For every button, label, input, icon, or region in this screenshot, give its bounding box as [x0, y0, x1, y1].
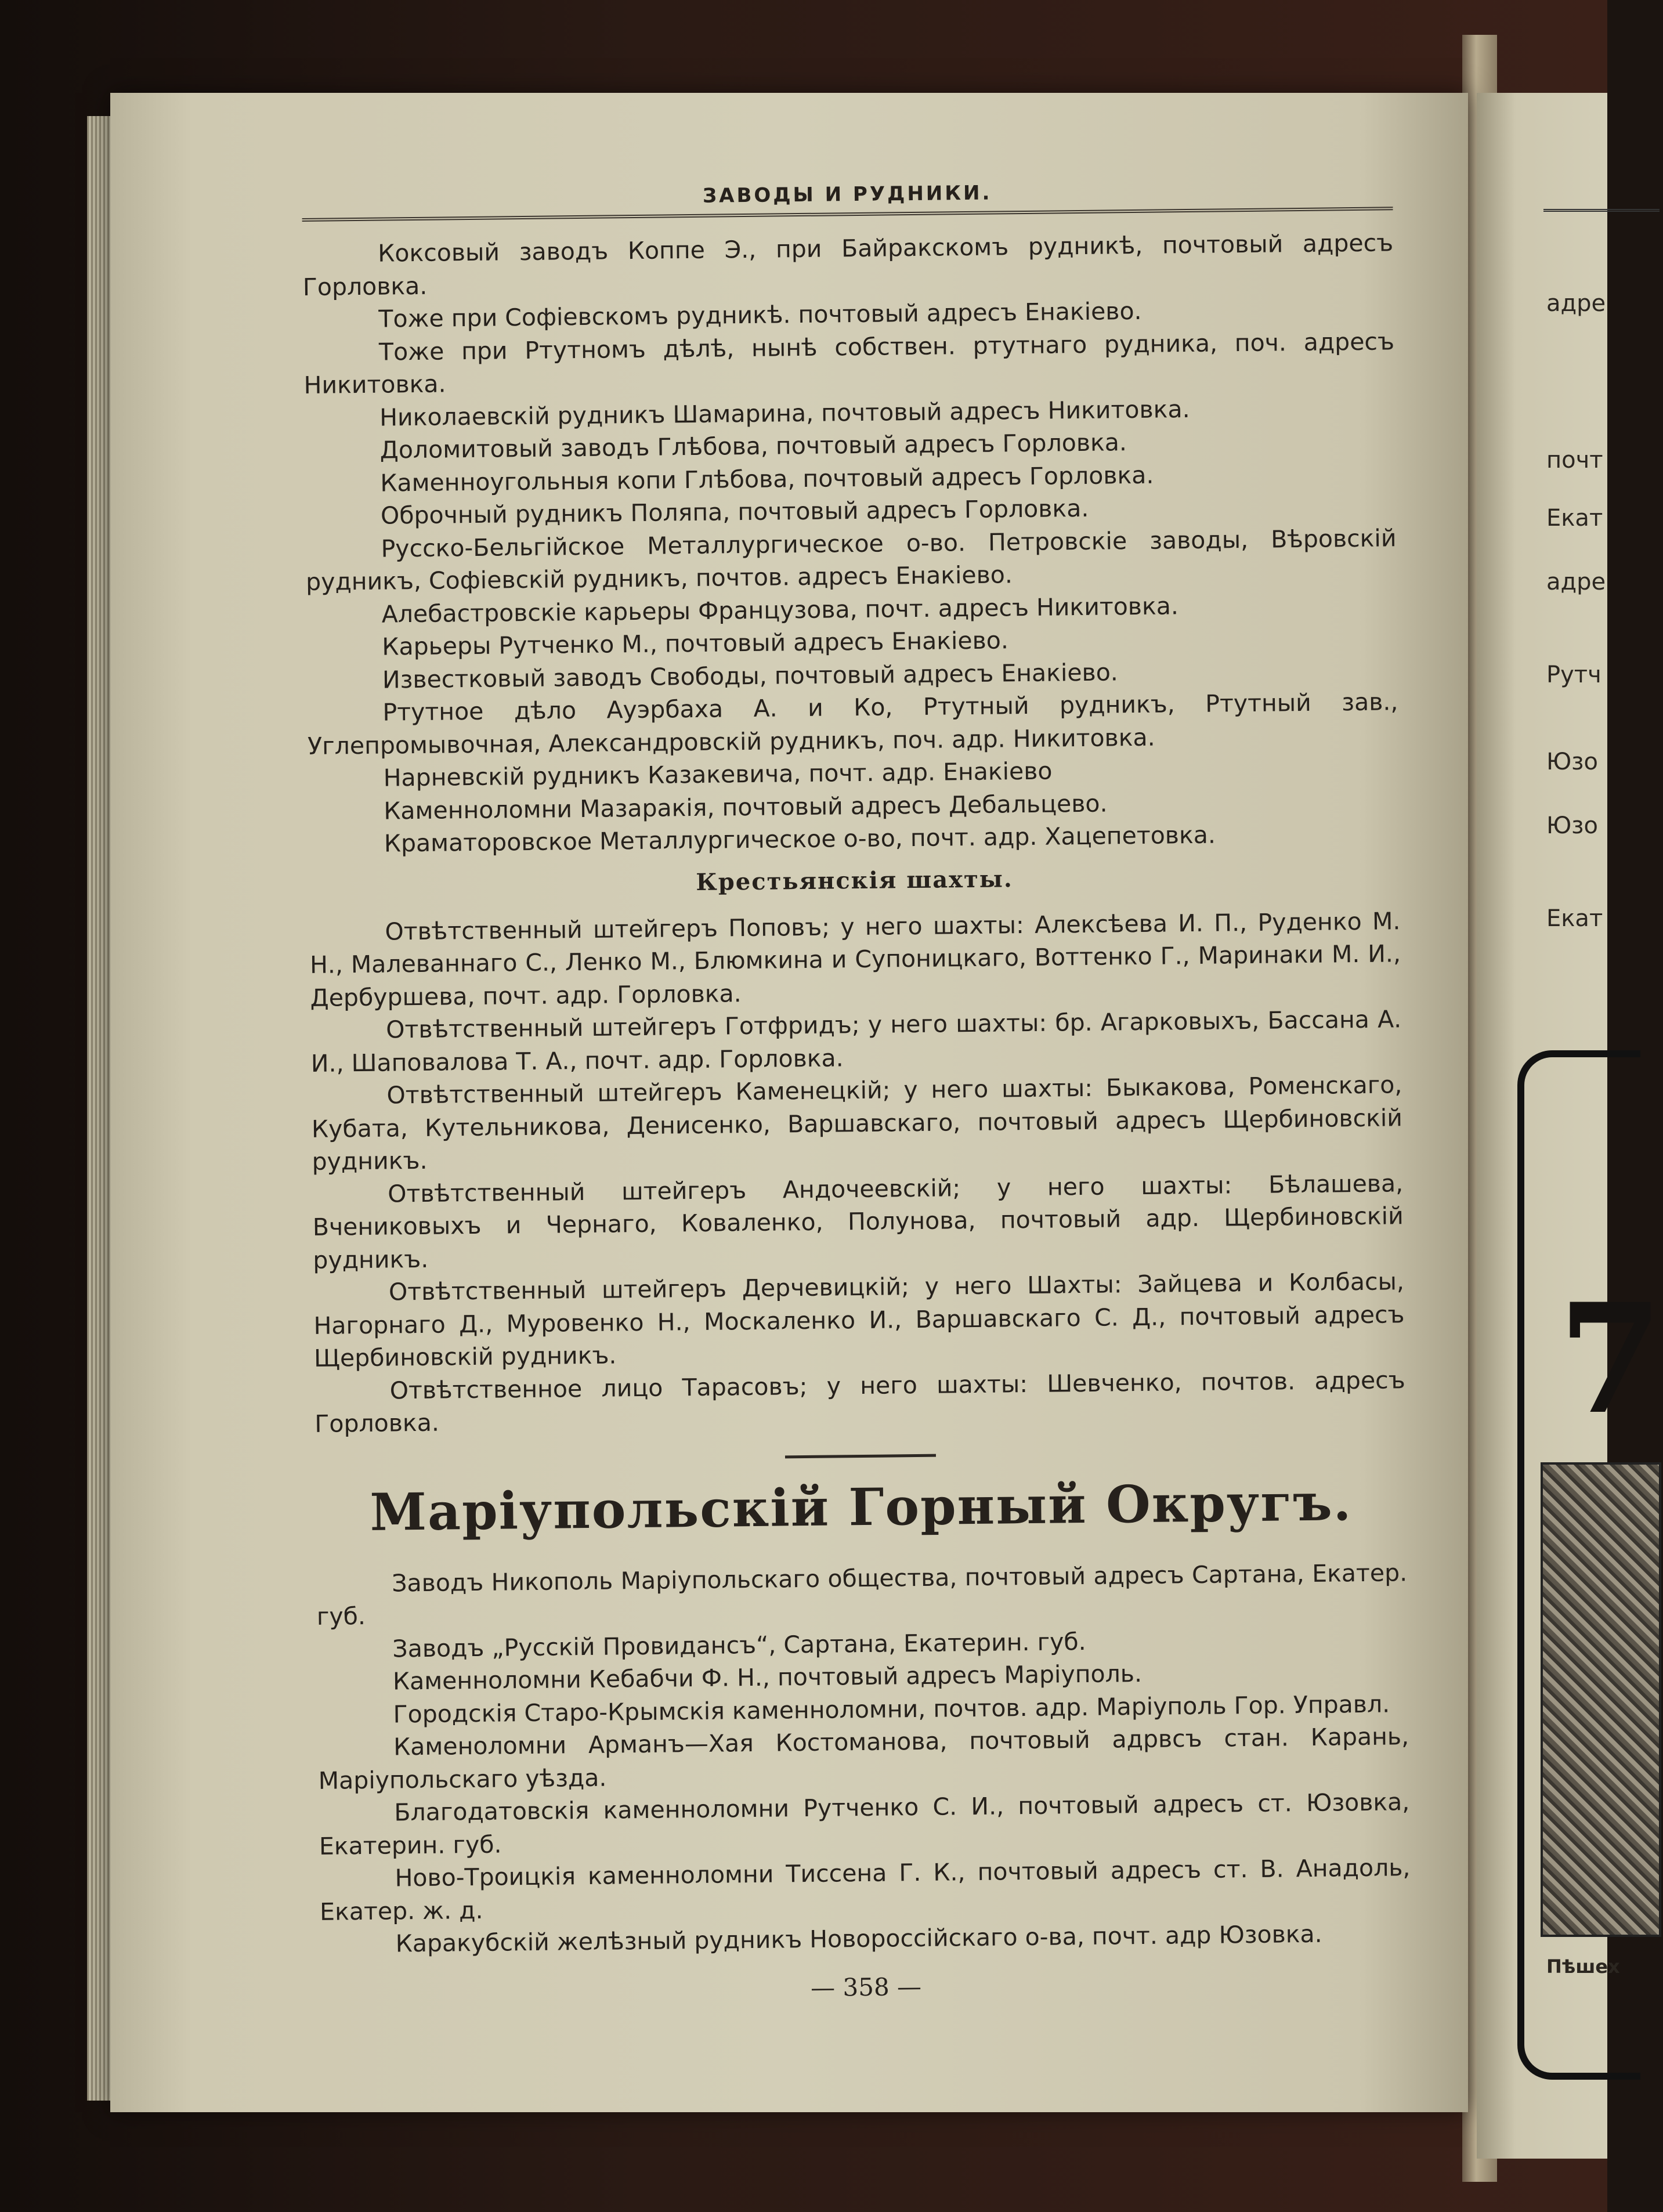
right-fragment-1: адре — [1546, 290, 1606, 317]
right-photograph — [1541, 1462, 1661, 1937]
entry: Отвѣтственный штейгеръ Поповъ; у него шахты: Алексѣева И. П., Руденко М. Н., Малеваннаго С., Ленко М., Блюмкина и Супоницкаго, Воттенко Г., Маринаки М. И., Дербуршева, почт. адр. Горловка. — [309, 906, 1401, 1012]
entry: Каменноломни Кебабчи Ф. Н., почтовый адресъ Маріуполь. — [392, 1659, 1143, 1696]
peasant-mines-heading: Крестьянскія шахты. — [696, 865, 1014, 896]
right-photo-caption: Пѣшех — [1546, 1956, 1620, 1978]
entry: Отвѣтственное лицо Тарасовъ; у него шахты: Шевченко, почтов. адресъ Горловка. — [314, 1365, 1405, 1438]
entry: Отвѣтственный штейгеръ Каменецкій; у него шахты: Быкакова, Роменскаго, Кубата, Кутельникова, Денисенко, Варшавскаго, почтовый адресъ Щербиновскій рудникъ. — [311, 1071, 1403, 1176]
entries-mariupol — [316, 1556, 1411, 1961]
right-fragment-4: адре — [1546, 569, 1606, 595]
entry: Городскія Старо-Крымскія каменноломни, почтов. адр. Маріуполь Гор. Управл. — [393, 1690, 1390, 1728]
right-big-glyph: 7 — [1558, 1271, 1663, 1448]
entry: Доломитовый заводъ Глѣбова, почтовый адресъ Горловка. — [379, 428, 1127, 464]
entry: Каменноугольныя копи Глѣбова, почтовый адресъ Горловка. — [380, 461, 1154, 497]
entry: Ртутное дѣло Ауэрбаха А. и Ко, Ртутный рудникъ, Ртутный зав., Углепромывочная, Александровскій рудникъ, поч. адр. Никитовка. — [307, 688, 1398, 760]
page-number: — 358 — — [810, 1972, 922, 2002]
running-head: ЗАВОДЫ И РУДНИКИ. — [702, 181, 992, 208]
district-title: Маріупольскій Горный Округъ. — [370, 1471, 1353, 1542]
entry: Оброчный рудникъ Поляпа, почтовый адресъ Горловка. — [380, 494, 1089, 530]
entry: Отвѣтственный штейгеръ Андочеевскій; у него шахты: Бѣлашева, Вчениковыхъ и Чернаго, Коваленко, Полунова, почтовый адр. Щербиновскій рудникъ. — [312, 1169, 1404, 1274]
entry: Алебастровскіе карьеры Французова, почт. адресъ Никитовка. — [381, 591, 1179, 628]
entry: Коксовый заводъ Коппе Э., при Байракскомъ рудникѣ, почтовый адресъ Горловка. — [302, 229, 1394, 301]
right-fragment-8: Екат — [1546, 905, 1603, 932]
page-content — [302, 174, 1412, 2007]
right-page-fragment — [1477, 93, 1663, 2159]
entry: Тоже при Ртутномъ дѣлѣ, нынѣ собствен. ртутнаго рудника, поч. адресъ Никитовка. — [303, 327, 1395, 399]
entries-top — [302, 226, 1400, 861]
entry: Николаевскій рудникъ Шамарина, почтовый адресъ Никитовка. — [379, 395, 1190, 432]
entry: Карьеры Рутченко М., почтовый адресъ Енакіево. — [382, 626, 1009, 661]
entry: Тоже при Софіевскомъ рудникѣ. почтовый адресъ Енакіево. — [378, 297, 1142, 333]
entry: Благодатовскія каменноломни Рутченко С. И., почтовый адресъ ст. Юзовка, Екатерин. губ. — [319, 1788, 1410, 1860]
entry: Известковый заводъ Свободы, почтовый адресъ Енакіево. — [382, 657, 1119, 694]
entry: Заводъ „Русскій Провидансъ“, Сартана, Екатерин. губ. — [392, 1627, 1086, 1662]
entry: Отвѣтственный штейгеръ Дерчевицкій; у него Шахты: Зайцева и Колбасы, Нагорнаго Д., Муровенко Н., Москаленко И., Варшавскаго С. Д., почтовый адресъ Щербиновскій рудникъ. — [313, 1267, 1405, 1372]
entry: Нарневскій рудникъ Казакевича, почт. адр. Енакіево — [383, 757, 1053, 792]
entry: Ново-Троицкія каменноломни Тиссена Г. К., почтовый адресъ ст. В. Анадоль, Екатер. ж. д. — [319, 1853, 1411, 1926]
right-fragment-6: Юзо — [1546, 749, 1598, 775]
right-fragment-7: Юзо — [1546, 812, 1598, 839]
entries-peasant — [309, 905, 1405, 1441]
right-fragment-3: Екат — [1546, 505, 1603, 532]
entry: Русско-Бельгійское Металлургическое о-во. Петровскіе заводы, Вѣровскій рудникъ, Софіевскій рудникъ, почтов. адресъ Енакіево. — [305, 523, 1397, 596]
entry: Отвѣтственный штейгеръ Готфридъ; у него шахты: бр. Агарковыхъ, Бассана А. И., Шаповалова Т. А., почт. адр. Горловка. — [310, 1005, 1402, 1078]
entry: Каменоломни Арманъ—Хая Костоманова, почтовый адрвсъ стан. Карань, Маріупольскаго уѣзда. — [318, 1722, 1409, 1795]
entry: Краматоровское Металлургическое о-во, почт. адр. Хацепетовка. — [384, 821, 1216, 858]
right-fragment-5: Рутч — [1546, 662, 1601, 688]
right-fragment-2: почт — [1546, 447, 1603, 474]
entry: Каменноломни Мазаракія, почтовый адресъ Дебальцево. — [384, 789, 1108, 825]
entry: Заводъ Никополь Маріупольскаго общества, почтовый адресъ Сартана, Екатер. губ. — [316, 1558, 1408, 1631]
section-rule — [785, 1454, 936, 1458]
right-head-rule — [1543, 209, 1660, 212]
entry: Каракубскій желѣзный рудникъ Новороссійскаго о-ва, почт. адр Юзовка. — [395, 1920, 1322, 1958]
